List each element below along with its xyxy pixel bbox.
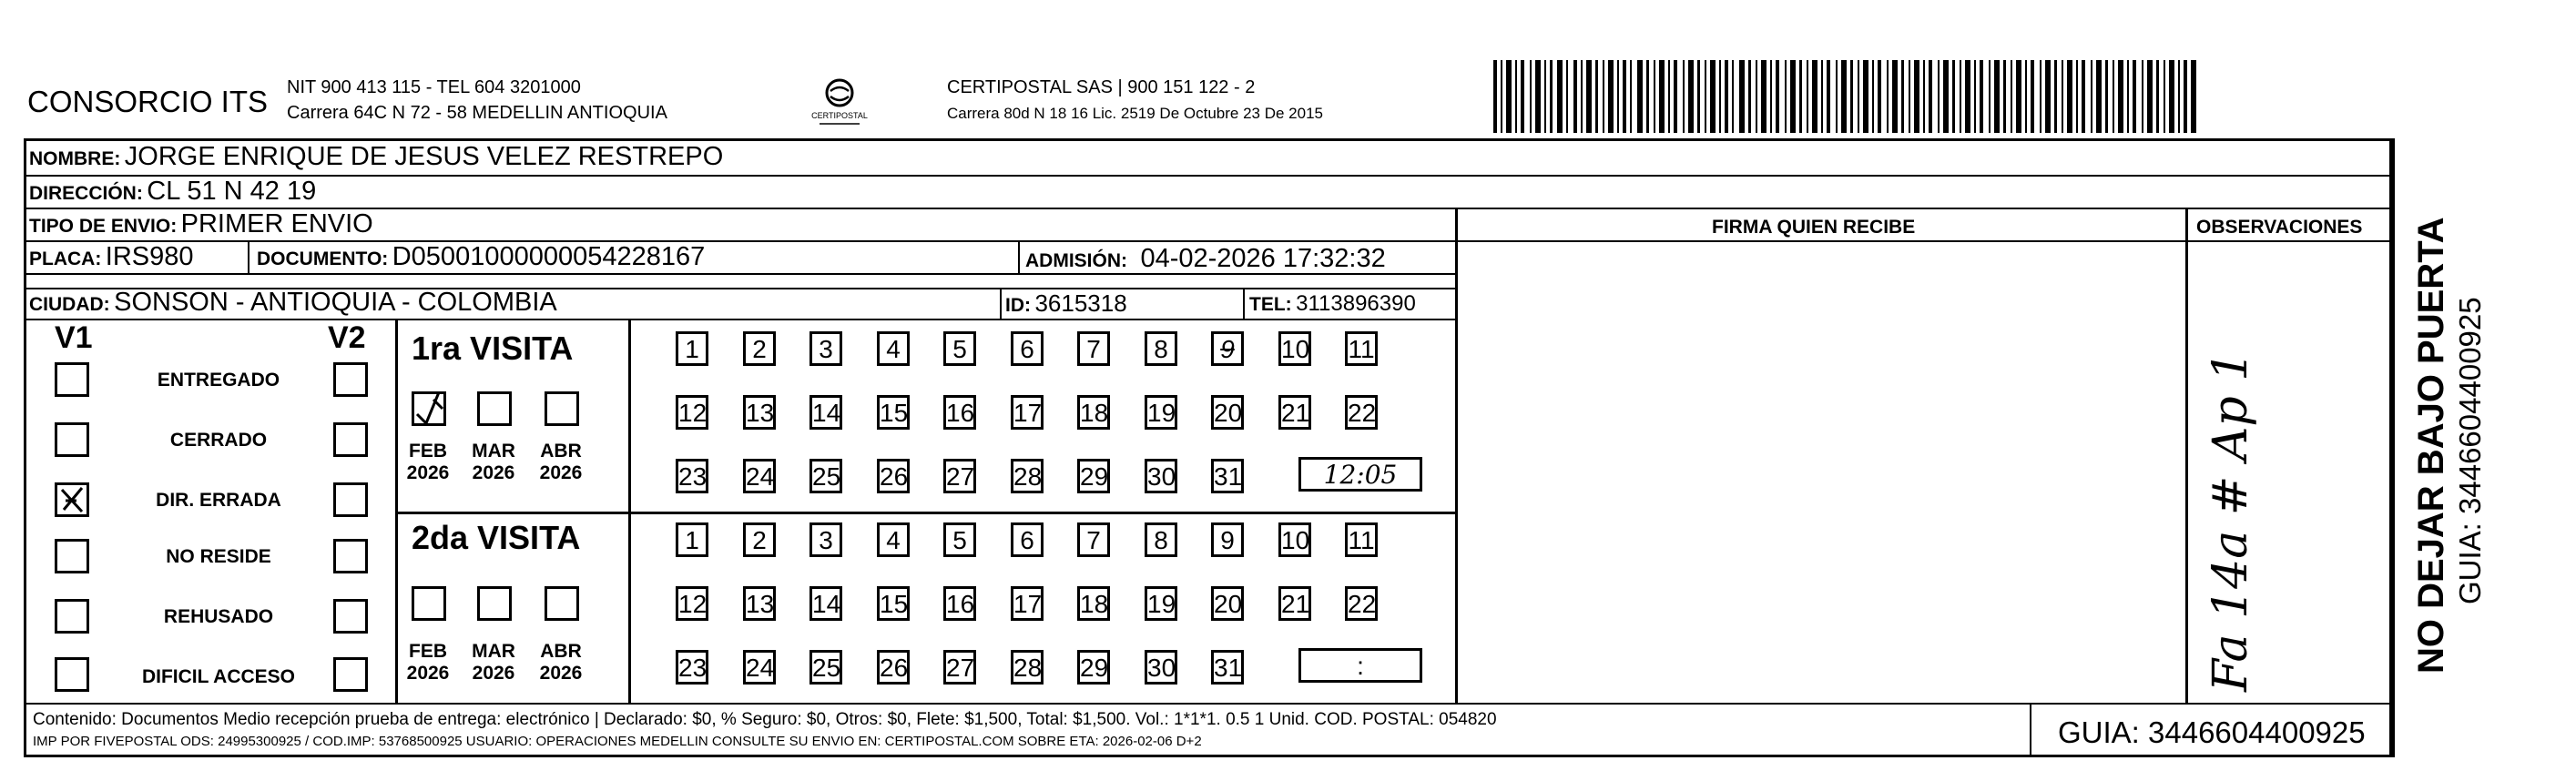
admision-row: [1025, 244, 1386, 274]
reason-dificil-acceso: DIFICIL ACCESO: [141, 666, 295, 687]
visit-1-day-11[interactable]: 11: [1345, 331, 1378, 366]
visit-2-day-7[interactable]: 7: [1077, 522, 1110, 557]
visit-1-time-box[interactable]: 12:05: [1298, 457, 1422, 492]
visit-2-month-checkbox-feb[interactable]: [412, 586, 446, 621]
footer-guia: GUIA: 3446604400925: [2058, 715, 2366, 749]
visit-2-day-27[interactable]: 27: [943, 650, 976, 685]
handwritten-x-mark: [55, 482, 89, 517]
tipo-value: PRIMER ENVIO: [180, 209, 373, 238]
tel-row: [1249, 291, 1416, 317]
visit-1-day-13[interactable]: 13: [743, 395, 776, 430]
visit-1-day-10[interactable]: 10: [1278, 331, 1311, 366]
v2-header: V2: [328, 320, 366, 355]
documento-value: D05001000000054228167: [392, 242, 706, 271]
visit-2-day-29[interactable]: 29: [1077, 650, 1110, 685]
direccion-label: DIRECCIÓN:: [29, 183, 143, 204]
visit-1-day-25[interactable]: 25: [809, 459, 842, 493]
visit-1-day-12[interactable]: 12: [676, 395, 708, 430]
visit-2-title: 2da VISITA: [412, 519, 581, 556]
visit-2-month-feb: FEB 2026: [406, 641, 450, 684]
admision-value: 04-02-2026 17:32:32: [1140, 244, 1386, 273]
visit-1-day-15[interactable]: 15: [877, 395, 910, 430]
visit-2-day-16[interactable]: 16: [943, 586, 976, 621]
footer-content: Contenido: Documentos Medio recepción prueba de entrega: electrónico | Declarado: $0, % Seguro: $0, Otros: $0, Flete: $1,500, Total: $1,500. Vol.: 1*1*1. 0.5 1 Unid. COD. POSTAL: 054820: [33, 710, 1497, 729]
id-label: ID:: [1005, 295, 1031, 316]
visit-2-day-15[interactable]: 15: [877, 586, 910, 621]
visit-1-day-5[interactable]: 5: [943, 331, 976, 366]
v2-checkbox-entregado[interactable]: [333, 362, 368, 397]
side-warning: NO DEJAR BAJO PUERTA: [2411, 217, 2451, 674]
documento-row: [257, 242, 705, 272]
visit-2-day-19[interactable]: 19: [1145, 586, 1177, 621]
company-nit: NIT 900 413 115 - TEL 604 3201000: [287, 77, 581, 97]
visit-1-day-28[interactable]: 28: [1011, 459, 1044, 493]
logo-text: CERTIPOSTAL: [811, 111, 868, 120]
visit-1-month-abr: ABR 2026: [539, 441, 583, 483]
visit-2-day-22[interactable]: 22: [1345, 586, 1378, 621]
visit-2-time-box[interactable]: :: [1298, 648, 1422, 683]
visit-1-day-21[interactable]: 21: [1278, 395, 1311, 430]
reason-rehusado: REHUSADO: [163, 606, 274, 627]
nombre-value: JORGE ENRIQUE DE JESUS VELEZ RESTREPO: [124, 142, 724, 171]
v2-checkbox-dir-errada[interactable]: [333, 482, 368, 517]
v1-checkbox-no-reside[interactable]: [55, 539, 89, 573]
visit-2-month-mar: MAR 2026: [472, 641, 515, 684]
visit-1-day-2[interactable]: 2: [743, 331, 776, 366]
visit-2-day-25[interactable]: 25: [809, 650, 842, 685]
visit-1-day-9[interactable]: 9: [1211, 331, 1244, 366]
visit-2-month-abr: ABR 2026: [539, 641, 583, 684]
visit-2-day-26[interactable]: 26: [877, 650, 910, 685]
tipo-label: TIPO DE ENVIO:: [29, 216, 178, 237]
visit-1-day-31[interactable]: 31: [1211, 459, 1244, 493]
observaciones-handwritten: Fa 14a # Ap 1: [2204, 350, 2258, 692]
visit-1-month-checkbox-mar[interactable]: [477, 391, 512, 426]
side-guia: GUIA: 3446604400925: [2453, 297, 2487, 604]
id-row: [1005, 289, 1127, 318]
v1-checkbox-cerrado[interactable]: [55, 422, 89, 457]
reason-no-reside: NO RESIDE: [166, 546, 271, 567]
visit-2-month-checkbox-mar[interactable]: [477, 586, 512, 621]
visit-2-day-4[interactable]: 4: [877, 522, 910, 557]
company-name: CONSORCIO ITS: [27, 85, 269, 118]
visit-2-day-21[interactable]: 21: [1278, 586, 1311, 621]
visit-1-day-7[interactable]: 7: [1077, 331, 1110, 366]
visit-2-day-5[interactable]: 5: [943, 522, 976, 557]
firma-header: FIRMA QUIEN RECIBE: [1712, 217, 1916, 238]
visit-2-month-checkbox-abr[interactable]: [545, 586, 579, 621]
visit-1-day-1[interactable]: 1: [676, 331, 708, 366]
visit-2-day-10[interactable]: 10: [1278, 522, 1311, 557]
reason-entregado: ENTREGADO: [157, 370, 280, 390]
postal-company: CERTIPOSTAL SAS | 900 151 122 - 2: [947, 77, 1256, 97]
visit-2-day-2[interactable]: 2: [743, 522, 776, 557]
reason-dir-errada: DIR. ERRADA: [156, 490, 281, 511]
visit-2-day-28[interactable]: 28: [1011, 650, 1044, 685]
certipostal-logo: [810, 73, 869, 131]
visit-1-day-26[interactable]: 26: [877, 459, 910, 493]
visit-2-day-30[interactable]: 30: [1145, 650, 1177, 685]
admision-label: ADMISIÓN:: [1025, 250, 1127, 271]
reason-cerrado: CERRADO: [169, 430, 268, 451]
visit-1-day-29[interactable]: 29: [1077, 459, 1110, 493]
visit-2-day-1[interactable]: 1: [676, 522, 708, 557]
visit-1-day-14[interactable]: 14: [809, 395, 842, 430]
visit-2-day-17[interactable]: 17: [1011, 586, 1044, 621]
placa-label: PLACA:: [29, 248, 102, 269]
observaciones-header: OBSERVACIONES: [2196, 217, 2363, 238]
tel-value: 3113896390: [1296, 291, 1416, 316]
visit-1-day-23[interactable]: 23: [676, 459, 708, 493]
ciudad-value: SONSON - ANTIOQUIA - COLOMBIA: [114, 288, 557, 317]
v2-checkbox-dificil-acceso[interactable]: [333, 657, 368, 692]
documento-label: DOCUMENTO:: [257, 248, 389, 269]
barcode: [1493, 60, 2222, 137]
visit-2-day-9[interactable]: 9: [1211, 522, 1244, 557]
visit-1-day-27[interactable]: 27: [943, 459, 976, 493]
visit-2-day-31[interactable]: 31: [1211, 650, 1244, 685]
visit-2-day-11[interactable]: 11: [1345, 522, 1378, 557]
visit-2-day-20[interactable]: 20: [1211, 586, 1244, 621]
visit-2-day-3[interactable]: 3: [809, 522, 842, 557]
visit-2-day-6[interactable]: 6: [1011, 522, 1044, 557]
visit-1-day-18[interactable]: 18: [1077, 395, 1110, 430]
ciudad-row: [29, 288, 557, 318]
nombre-row: [29, 142, 723, 172]
v1-checkbox-rehusado[interactable]: [55, 599, 89, 634]
visit-1-day-30[interactable]: 30: [1145, 459, 1177, 493]
tipo-row: [29, 209, 373, 239]
visit-1-day-4[interactable]: 4: [877, 331, 910, 366]
visit-1-month-checkbox-abr[interactable]: [545, 391, 579, 426]
visit-1-day-19[interactable]: 19: [1145, 395, 1177, 430]
nombre-label: NOMBRE:: [29, 148, 121, 169]
visit-1-day-8[interactable]: 8: [1145, 331, 1177, 366]
visit-1-day-24[interactable]: 24: [743, 459, 776, 493]
placa-row: [29, 242, 194, 272]
ciudad-label: CIUDAD:: [29, 294, 110, 315]
visit-1-day-3[interactable]: 3: [809, 331, 842, 366]
visit-2-day-12[interactable]: 12: [676, 586, 708, 621]
visit-1-day-20[interactable]: 20: [1211, 395, 1244, 430]
visit-2-day-24[interactable]: 24: [743, 650, 776, 685]
postal-license: Carrera 80d N 18 16 Lic. 2519 De Octubre 23 De 2015: [947, 105, 1323, 122]
visit-2-day-13[interactable]: 13: [743, 586, 776, 621]
company-address: Carrera 64C N 72 - 58 MEDELLIN ANTIOQUIA: [287, 103, 667, 123]
v2-checkbox-no-reside[interactable]: [333, 539, 368, 573]
visit-2-day-14[interactable]: 14: [809, 586, 842, 621]
shipping-form: [24, 138, 2392, 757]
visit-2-day-8[interactable]: 8: [1145, 522, 1177, 557]
v1-header: V1: [55, 320, 93, 355]
visit-2-day-23[interactable]: 23: [676, 650, 708, 685]
footer-print-info: IMP POR FIVEPOSTAL ODS: 24995300925 / COD.IMP: 53768500925 USUARIO: OPERACIONES MEDELLIN CONSULTE SU ENVIO EN: CERTIPOSTAL.COM SOBRE ETA: 2026-02-06 D+2: [33, 734, 1202, 749]
visit-1-month-mar: MAR 2026: [472, 441, 515, 483]
handwritten-check-mark: [412, 387, 452, 427]
direccion-row: [29, 177, 316, 207]
v1-checkbox-dir-errada[interactable]: [55, 482, 89, 517]
visit-1-day-16[interactable]: 16: [943, 395, 976, 430]
visit-1-day-6[interactable]: 6: [1011, 331, 1044, 366]
placa-value: IRS980: [105, 242, 194, 271]
visit-1-title: 1ra VISITA: [412, 330, 574, 367]
id-value: 3615318: [1034, 289, 1127, 317]
v2-checkbox-cerrado[interactable]: [333, 422, 368, 457]
visit-1-day-22[interactable]: 22: [1345, 395, 1378, 430]
visit-1-day-17[interactable]: 17: [1011, 395, 1044, 430]
visit-1-month-checkbox-feb[interactable]: [412, 391, 446, 426]
visit-2-day-18[interactable]: 18: [1077, 586, 1110, 621]
visit-1-month-feb: FEB 2026: [406, 441, 450, 483]
v2-checkbox-rehusado[interactable]: [333, 599, 368, 634]
tel-label: TEL:: [1249, 294, 1292, 315]
direccion-value: CL 51 N 42 19: [147, 177, 317, 206]
v1-checkbox-dificil-acceso[interactable]: [55, 657, 89, 692]
v1-checkbox-entregado[interactable]: [55, 362, 89, 397]
